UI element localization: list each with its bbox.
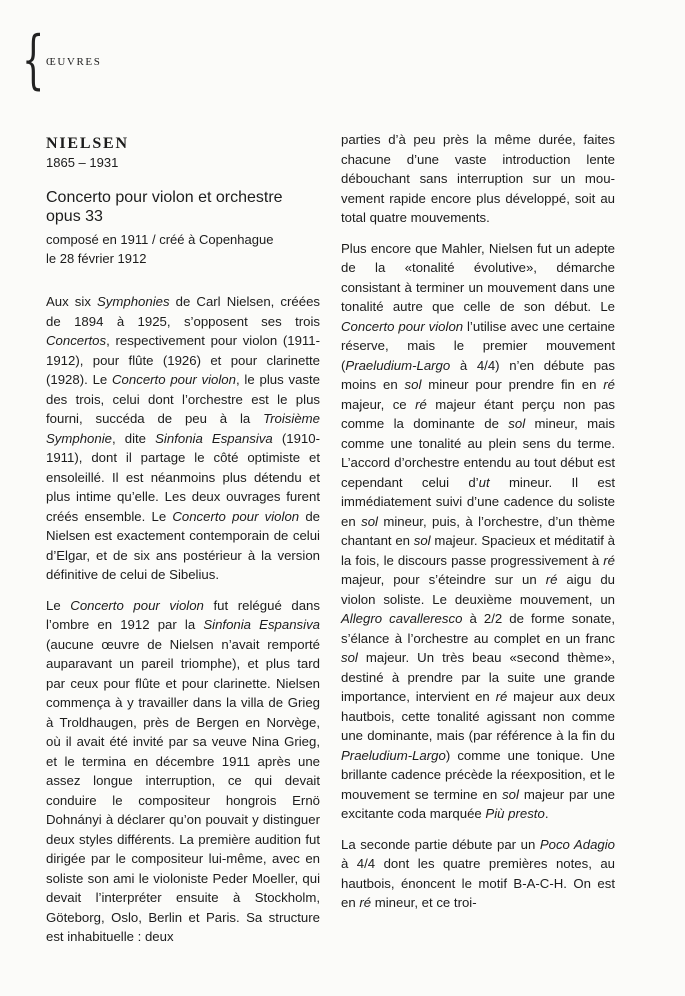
body-text: aigu du violon soliste. Le deuxième mouvement, un xyxy=(341,572,615,607)
italic-text: Più presto xyxy=(485,806,545,821)
work-meta-line-2: le 28 février 1912 xyxy=(46,251,147,266)
italic-text: sol xyxy=(341,650,358,665)
italic-text: Sinfonia Espansiva xyxy=(155,430,273,446)
body-text: à 4/4) n’en débute pas moins en xyxy=(341,357,615,392)
italic-text: sol xyxy=(404,377,422,392)
italic-text: Concerto pour violon xyxy=(341,318,464,334)
body-text: mineur pour prendre fin en xyxy=(421,377,604,392)
italic-text: Praeludium-Largo xyxy=(341,747,446,763)
body-text: (1910-1911), dont il partage le côté optimiste et ensoleillé. Il est néanmoins plus détendu et plus intime qu’elle. Les deux ouvrages furent créés ensemble. Le xyxy=(46,430,320,524)
italic-text: sol xyxy=(361,513,378,529)
italic-text: Concerto pour violon xyxy=(172,508,300,524)
body-text: , dite xyxy=(111,430,156,446)
italic-text: Allegro cavalleresco xyxy=(341,611,463,626)
body-text: à 4/4 dont les quatre premières notes, au hautbois, énoncent le motif B-A-C-H. On est en xyxy=(341,856,615,910)
body-text: ) comme une tonique. Une brillante cadence précède la réexposition, et le mouvement se termine en xyxy=(341,747,615,802)
body-text: majeur. Un très beau «second thème», destiné à prendre par la suite une grande importance, intervient en xyxy=(341,650,615,704)
body-text: . xyxy=(544,806,549,821)
italic-text: Concertos xyxy=(46,333,107,348)
body-text: majeur étant perçu non pas comme la dominante de xyxy=(341,396,615,431)
work-title xyxy=(46,188,320,226)
body-text: , le plus vaste des trois, celui dont l’orchestre est le plus fourni, succéda de peu à la xyxy=(46,372,320,426)
body-text: Le xyxy=(46,597,71,613)
italic-text: Praeludium-Largo xyxy=(345,357,451,373)
body-text: majeur, ce xyxy=(341,396,416,412)
paragraph xyxy=(341,130,615,228)
body-text: de Nielsen est exactement contemporain de celui d’Elgar, et de six ans postérieur à la version définitive de celui de Sibelius. xyxy=(46,508,320,582)
section-label: ŒUVRES xyxy=(46,56,102,68)
body-text: majeur aux deux hautbois, cette tonalité agissant non comme une dominante, mais (par référence à la fin du xyxy=(341,689,615,743)
italic-text: ré xyxy=(603,377,615,392)
left-column xyxy=(46,134,320,947)
work-composition-info xyxy=(46,230,320,268)
body-text: de Carl Nielsen, créées de 1894 à 1925, s’opposent ses trois xyxy=(46,294,320,329)
body-text: La seconde partie débute par un xyxy=(341,836,540,852)
body-text: Aux six xyxy=(46,294,98,309)
body-text: parties d’à peu près la même durée, faites chacune d’une vaste introduction lente débouchant sans interruption sur un mouvement rapide encore plus développé, soit au total quatre mouvements. xyxy=(341,132,615,225)
brace-ornament: { xyxy=(22,23,45,97)
body-text: l’utilise avec une certaine réserve, mais le premier mouvement ( xyxy=(341,318,615,373)
italic-text: Sinfonia Espansiva xyxy=(203,617,320,632)
italic-text: ré xyxy=(495,689,508,704)
body-text: majeur, pour s’éteindre sur un xyxy=(341,572,546,587)
italic-text: ré xyxy=(603,552,615,568)
paragraph xyxy=(46,596,320,947)
body-text: (aucune œuvre de Nielsen n’avait remporté auparavant un pareil triomphe), et plus tard par ceux pour flûte et pour clarinette. Nielsen commença à y travailler dans la villa de Grieg à Troldhaugen, près de Bergen en Norvège, où il avait été invité par sa veuve Nina Grieg, et le termina en décembre 1911 après une assez longue interruption, ce qui devait conduire le compositeur hongrois Ernö Dohnányi à déclarer qu’on pouvait y distinguer deux styles différents. La première audition fut dirigée par le compositeur lui-même, avec en soliste son ami le violoniste Peder Moeller, qui devait l’interpréter ensuite à Stockholm, Göteborg, Oslo, Berlin et Paris. Sa structure est inhabituelle : deux xyxy=(46,636,320,944)
italic-text: sol xyxy=(502,786,519,802)
work-meta-line-1: composé en 1911 / créé à Copenhague xyxy=(46,232,274,247)
body-text: fut relégué dans l’ombre en 1912 par la xyxy=(46,597,320,632)
italic-text: Poco Adagio xyxy=(539,836,615,852)
body-text: mineur, mais comme une tonalité au plein sens du terme. L’accord d’orchestre entendu au tout début est cependant celui d’ xyxy=(341,416,615,490)
italic-text: ré xyxy=(415,396,427,412)
body-text: Plus encore que Mahler, Nielsen fut un adepte de la «tonalité évolutive», démarche consistant à terminer un mouvement dans une tonalité autre que celle de son début. Le xyxy=(341,240,615,314)
body-text: mineur, puis, à l’orchestre, d’un thème chantant en xyxy=(341,513,615,548)
composer-dates: 1865 – 1931 xyxy=(46,155,119,170)
italic-text: Troisième Symphonie xyxy=(46,411,320,446)
body-text: mineur, et ce troi- xyxy=(371,895,477,910)
body-text: à 2/2 de forme sonate, s’élance à l’orchestre au complet en un franc xyxy=(341,611,615,646)
italic-text: sol xyxy=(508,416,526,431)
italic-text: Symphonies xyxy=(97,294,170,309)
italic-text: Concerto pour violon xyxy=(70,597,204,613)
body-text: mineur. Il est immédiatement suivi d’une cadence du soliste en xyxy=(341,474,615,529)
italic-text: Concerto pour violon xyxy=(112,372,236,387)
body-text: , respectivement pour violon (1911-1912), pour flûte (1926) et pour clarinette (1928). Le xyxy=(46,333,320,387)
italic-text: ré xyxy=(359,895,372,910)
italic-text: sol xyxy=(413,533,431,548)
work-title-line-1: Concerto pour violon et orchestre xyxy=(46,189,283,206)
paragraph xyxy=(341,835,615,913)
right-column xyxy=(341,130,615,913)
italic-text: ut xyxy=(478,474,490,490)
body-text: majeur. Spacieux et méditatif à la fois, le discours passe progressivement à xyxy=(341,533,615,568)
work-title-line-2: opus 33 xyxy=(46,208,103,225)
paragraph xyxy=(341,239,615,824)
composer-name: NIELSEN xyxy=(46,135,129,152)
body-text: majeur par une excitante coda marquée xyxy=(341,786,615,821)
italic-text: ré xyxy=(545,572,558,587)
paragraph xyxy=(46,292,320,585)
